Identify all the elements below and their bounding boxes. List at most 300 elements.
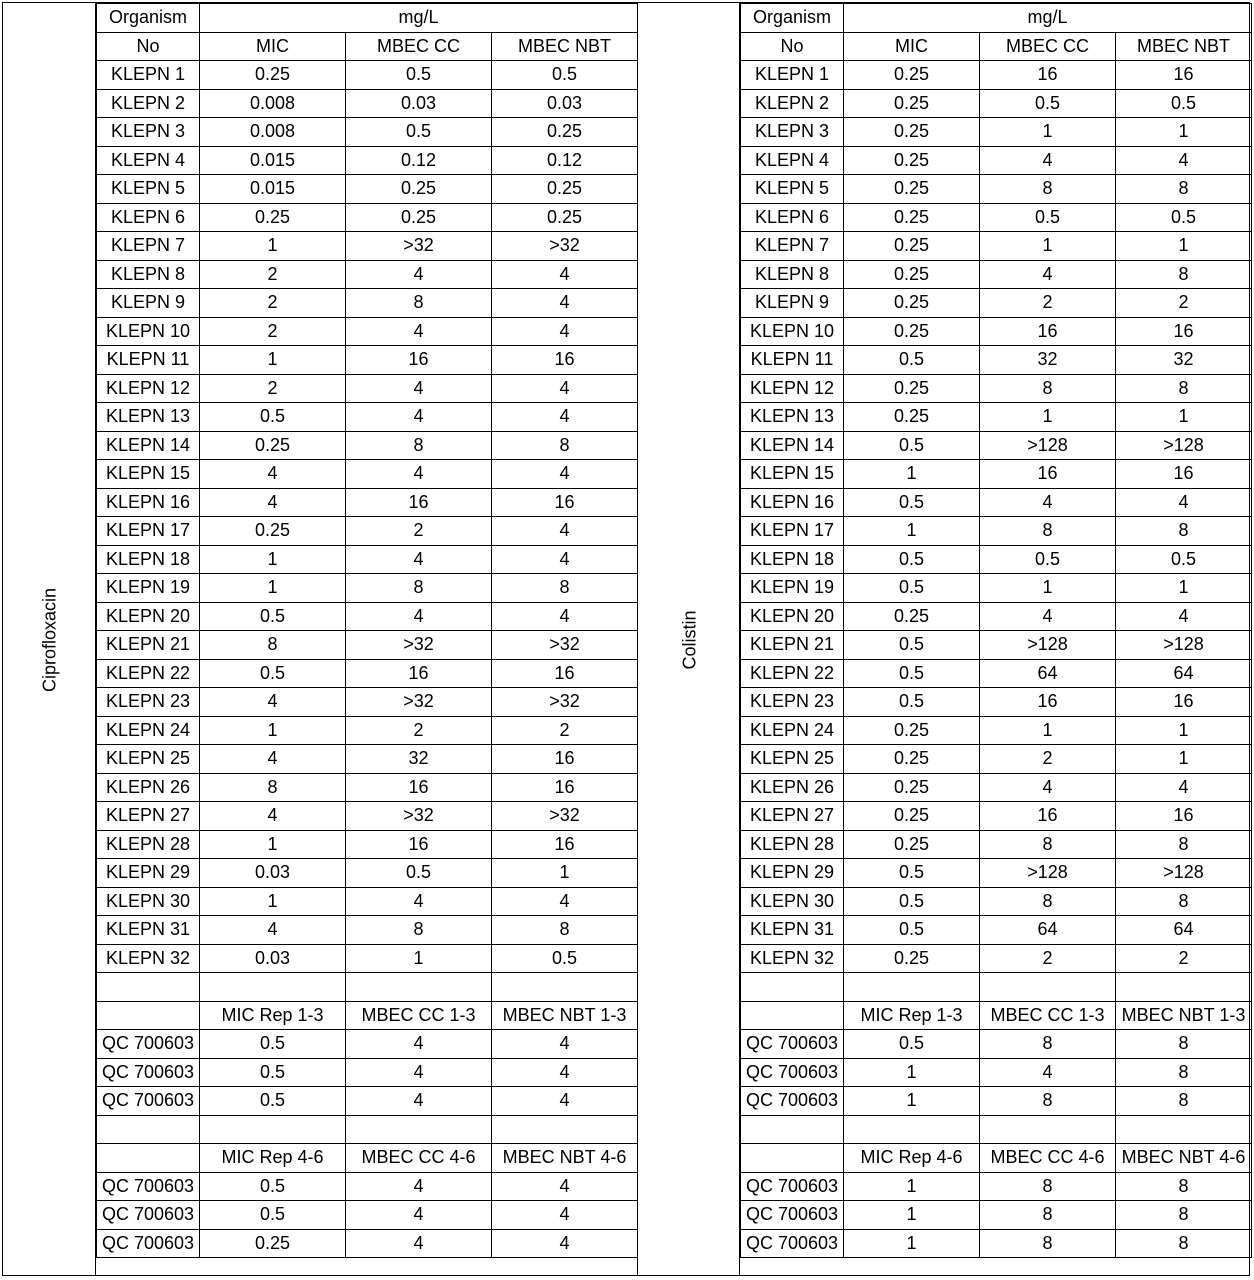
mbec-cc-cell: >32 xyxy=(346,802,492,831)
mbec-cc-cell: 0.5 xyxy=(980,203,1116,232)
mbec-cc-cell: 0.5 xyxy=(346,118,492,147)
organism-cell: KLEPN 25 xyxy=(97,745,200,774)
qc-column-header: MBEC CC 4-6 xyxy=(980,1144,1116,1173)
table-row xyxy=(97,374,638,403)
mbec-nbt-cell: 4 xyxy=(492,460,638,489)
table-row xyxy=(741,460,1252,489)
mbec-nbt-cell: 16 xyxy=(492,773,638,802)
mbec-cc-cell: 16 xyxy=(980,61,1116,90)
mbec-nbt-cell: 2 xyxy=(492,716,638,745)
mbec-nbt-cell: 8 xyxy=(492,574,638,603)
mic-cell: 4 xyxy=(200,688,346,717)
mbec-cc-cell: 2 xyxy=(346,716,492,745)
units-header: mg/L xyxy=(200,4,638,33)
organism-cell: QC 700603 xyxy=(741,1030,844,1059)
mbec-nbt-cell: 0.5 xyxy=(1116,545,1252,574)
table-row xyxy=(741,317,1252,346)
mbec-cc-cell: 16 xyxy=(346,346,492,375)
mbec-cc-cell: 8 xyxy=(346,916,492,945)
mbec-nbt-cell: 1 xyxy=(1116,403,1252,432)
blank-row xyxy=(741,973,1252,1002)
table-row xyxy=(97,317,638,346)
mic-cell: 0.03 xyxy=(200,944,346,973)
mbec-nbt-cell: 1 xyxy=(492,859,638,888)
column-header: MIC xyxy=(200,32,346,61)
qc-row xyxy=(97,1201,638,1230)
mbec-nbt-cell: 8 xyxy=(1116,374,1252,403)
mic-cell: 0.25 xyxy=(200,61,346,90)
organism-cell: QC 700603 xyxy=(97,1058,200,1087)
mbec-nbt-cell: 4 xyxy=(492,317,638,346)
header-row-2 xyxy=(97,32,638,61)
table-row xyxy=(97,175,638,204)
mbec-nbt-cell: 8 xyxy=(1116,1087,1252,1116)
mbec-cc-cell: 16 xyxy=(980,688,1116,717)
mic-cell: 0.25 xyxy=(844,403,980,432)
mbec-cc-cell: 0.25 xyxy=(346,175,492,204)
organism-cell: KLEPN 8 xyxy=(741,260,844,289)
mbec-cc-cell: 16 xyxy=(346,773,492,802)
organism-cell: KLEPN 25 xyxy=(741,745,844,774)
mic-cell: 0.5 xyxy=(844,887,980,916)
organism-cell: KLEPN 28 xyxy=(741,830,844,859)
organism-cell: KLEPN 2 xyxy=(741,89,844,118)
organism-cell: KLEPN 17 xyxy=(741,517,844,546)
organism-cell: KLEPN 5 xyxy=(97,175,200,204)
organism-cell: KLEPN 22 xyxy=(741,659,844,688)
mbec-cc-cell: 64 xyxy=(980,659,1116,688)
qc-column-header: MBEC NBT 1-3 xyxy=(492,1001,638,1030)
qc-column-header: MIC Rep 1-3 xyxy=(844,1001,980,1030)
qc-column-header: MBEC NBT 4-6 xyxy=(492,1144,638,1173)
mbec-nbt-cell: 16 xyxy=(492,745,638,774)
mbec-cc-cell: 8 xyxy=(980,374,1116,403)
table-row xyxy=(741,887,1252,916)
mbec-nbt-cell: 1 xyxy=(1116,745,1252,774)
mic-cell: 1 xyxy=(844,460,980,489)
mbec-cc-cell: >128 xyxy=(980,859,1116,888)
organism-cell: KLEPN 9 xyxy=(741,289,844,318)
mic-cell: 4 xyxy=(200,745,346,774)
table-row xyxy=(97,887,638,916)
mic-cell: 0.5 xyxy=(200,1087,346,1116)
column-header: MBEC NBT xyxy=(492,32,638,61)
mbec-nbt-cell: >32 xyxy=(492,688,638,717)
organism-cell: QC 700603 xyxy=(741,1172,844,1201)
organism-cell: QC 700603 xyxy=(97,1229,200,1258)
mbec-nbt-cell: 8 xyxy=(1116,1229,1252,1258)
mbec-nbt-cell: >32 xyxy=(492,631,638,660)
table-row xyxy=(97,488,638,517)
qc-column-header: MIC Rep 4-6 xyxy=(200,1144,346,1173)
table-row xyxy=(741,859,1252,888)
organism-cell: KLEPN 20 xyxy=(97,602,200,631)
empty-cell xyxy=(844,973,980,1002)
table-row xyxy=(741,146,1252,175)
mbec-nbt-cell: 0.25 xyxy=(492,175,638,204)
mic-cell: 8 xyxy=(200,631,346,660)
mic-cell: 1 xyxy=(844,517,980,546)
mbec-nbt-cell: 2 xyxy=(1116,944,1252,973)
qc-row xyxy=(741,1201,1252,1230)
organism-cell: KLEPN 20 xyxy=(741,602,844,631)
mic-cell: 4 xyxy=(200,460,346,489)
table-row xyxy=(741,602,1252,631)
mbec-cc-cell: 4 xyxy=(346,1172,492,1201)
table-row xyxy=(97,631,638,660)
table-row xyxy=(97,203,638,232)
qc-row xyxy=(97,1087,638,1116)
mic-cell: 1 xyxy=(200,716,346,745)
table-row xyxy=(97,460,638,489)
column-header: MBEC CC xyxy=(980,32,1116,61)
organism-cell: KLEPN 2 xyxy=(97,89,200,118)
table-row xyxy=(741,260,1252,289)
mbec-nbt-cell: 4 xyxy=(492,1172,638,1201)
mbec-cc-cell: 8 xyxy=(980,1087,1116,1116)
qc-row xyxy=(97,1229,638,1258)
mbec-nbt-cell: 0.25 xyxy=(492,118,638,147)
mic-cell: 0.25 xyxy=(844,944,980,973)
table-row xyxy=(741,346,1252,375)
mbec-cc-cell: 8 xyxy=(980,887,1116,916)
organism-cell: QC 700603 xyxy=(741,1201,844,1230)
mic-cell: 0.5 xyxy=(844,659,980,688)
empty-cell xyxy=(200,973,346,1002)
mic-cell: 0.5 xyxy=(844,1030,980,1059)
mbec-cc-cell: 0.5 xyxy=(980,545,1116,574)
mic-cell: 0.5 xyxy=(844,545,980,574)
mic-cell: 2 xyxy=(200,317,346,346)
qc-column-header: MBEC NBT 1-3 xyxy=(1116,1001,1252,1030)
mbec-cc-cell: 4 xyxy=(980,1058,1116,1087)
organism-cell: KLEPN 21 xyxy=(97,631,200,660)
mbec-cc-cell: >128 xyxy=(980,431,1116,460)
mbec-cc-cell: 2 xyxy=(980,944,1116,973)
empty-cell xyxy=(741,973,844,1002)
mbec-nbt-cell: 4 xyxy=(1116,146,1252,175)
drug-label-colistin: Colistin xyxy=(679,610,700,670)
mic-cell: 0.5 xyxy=(200,1172,346,1201)
table-row xyxy=(97,403,638,432)
mic-cell: 0.5 xyxy=(200,602,346,631)
mbec-nbt-cell: 8 xyxy=(1116,830,1252,859)
mbec-nbt-cell: 4 xyxy=(1116,773,1252,802)
mic-cell: 4 xyxy=(200,916,346,945)
mic-cell: 0.5 xyxy=(200,403,346,432)
mbec-cc-cell: 4 xyxy=(980,602,1116,631)
table-row xyxy=(741,232,1252,261)
empty-cell xyxy=(97,973,200,1002)
mbec-cc-cell: 0.12 xyxy=(346,146,492,175)
mbec-nbt-cell: 4 xyxy=(1116,488,1252,517)
mic-cell: 4 xyxy=(200,488,346,517)
mbec-nbt-cell: 16 xyxy=(492,346,638,375)
qc-column-header: MBEC CC 1-3 xyxy=(346,1001,492,1030)
mbec-nbt-cell: 0.5 xyxy=(492,944,638,973)
organism-cell: KLEPN 11 xyxy=(97,346,200,375)
qc-row xyxy=(97,1030,638,1059)
mbec-cc-cell: 16 xyxy=(346,830,492,859)
mbec-nbt-cell: 4 xyxy=(1116,602,1252,631)
mbec-cc-cell: 4 xyxy=(346,374,492,403)
mbec-cc-cell: 4 xyxy=(980,146,1116,175)
mbec-nbt-cell: 4 xyxy=(492,545,638,574)
empty-cell xyxy=(741,1115,844,1144)
mic-cell: 1 xyxy=(200,232,346,261)
organism-cell: KLEPN 14 xyxy=(741,431,844,460)
mic-cell: 0.25 xyxy=(844,260,980,289)
organism-cell: QC 700603 xyxy=(97,1030,200,1059)
mbec-nbt-cell: 8 xyxy=(1116,260,1252,289)
blank-row xyxy=(97,973,638,1002)
mic-cell: 0.25 xyxy=(844,830,980,859)
mbec-cc-cell: 8 xyxy=(980,1172,1116,1201)
organism-cell: KLEPN 14 xyxy=(97,431,200,460)
mbec-cc-cell: 1 xyxy=(980,574,1116,603)
table-row xyxy=(741,716,1252,745)
mic-cell: 0.5 xyxy=(844,488,980,517)
table-row xyxy=(741,403,1252,432)
mbec-cc-cell: 1 xyxy=(980,403,1116,432)
mbec-cc-cell: 64 xyxy=(980,916,1116,945)
organism-cell: KLEPN 10 xyxy=(97,317,200,346)
mic-cell: 0.008 xyxy=(200,118,346,147)
organism-cell: KLEPN 24 xyxy=(741,716,844,745)
mbec-nbt-cell: 4 xyxy=(492,517,638,546)
mbec-cc-cell: 0.5 xyxy=(346,859,492,888)
mbec-nbt-cell: 8 xyxy=(1116,887,1252,916)
qc-column-header: MIC Rep 1-3 xyxy=(200,1001,346,1030)
mbec-nbt-cell: 8 xyxy=(1116,1058,1252,1087)
mic-cell: 1 xyxy=(200,887,346,916)
organism-cell: KLEPN 32 xyxy=(741,944,844,973)
table-row xyxy=(97,802,638,831)
table-row xyxy=(741,631,1252,660)
organism-cell: KLEPN 21 xyxy=(741,631,844,660)
table-row xyxy=(741,488,1252,517)
mbec-cc-cell: 16 xyxy=(980,460,1116,489)
mbec-cc-cell: 4 xyxy=(346,260,492,289)
mic-cell: 8 xyxy=(200,773,346,802)
mbec-nbt-cell: 4 xyxy=(492,260,638,289)
mic-cell: 2 xyxy=(200,374,346,403)
mbec-nbt-cell: >32 xyxy=(492,232,638,261)
table-row xyxy=(741,916,1252,945)
organism-cell: KLEPN 7 xyxy=(97,232,200,261)
header-row-2 xyxy=(741,32,1252,61)
qc-header-row xyxy=(741,1144,1252,1173)
organism-cell: KLEPN 28 xyxy=(97,830,200,859)
qc-header-row xyxy=(741,1001,1252,1030)
mic-cell: 0.25 xyxy=(200,517,346,546)
mic-cell: 0.5 xyxy=(844,631,980,660)
table-row xyxy=(741,89,1252,118)
table-row xyxy=(97,545,638,574)
units-header: mg/L xyxy=(844,4,1252,33)
organism-cell: KLEPN 12 xyxy=(97,374,200,403)
organism-cell: KLEPN 5 xyxy=(741,175,844,204)
mbec-cc-cell: 2 xyxy=(346,517,492,546)
organism-cell: QC 700603 xyxy=(97,1087,200,1116)
mbec-cc-cell: 2 xyxy=(980,289,1116,318)
organism-cell: KLEPN 19 xyxy=(741,574,844,603)
blank-row xyxy=(97,1115,638,1144)
mbec-cc-cell: 4 xyxy=(346,403,492,432)
mbec-cc-cell: 8 xyxy=(346,574,492,603)
mbec-nbt-cell: 4 xyxy=(492,1229,638,1258)
mbec-nbt-cell: 4 xyxy=(492,887,638,916)
table-row xyxy=(741,517,1252,546)
mbec-cc-cell: 4 xyxy=(980,260,1116,289)
organism-cell: KLEPN 15 xyxy=(97,460,200,489)
table-row xyxy=(97,61,638,90)
organism-cell: KLEPN 30 xyxy=(97,887,200,916)
mbec-nbt-cell: 16 xyxy=(492,830,638,859)
mic-cell: 0.5 xyxy=(200,1058,346,1087)
mbec-cc-cell: 8 xyxy=(980,517,1116,546)
table-row xyxy=(97,346,638,375)
mic-cell: 1 xyxy=(844,1201,980,1230)
mbec-nbt-cell: 0.5 xyxy=(1116,89,1252,118)
table-row xyxy=(97,118,638,147)
qc-header-row xyxy=(97,1144,638,1173)
mbec-cc-cell: 4 xyxy=(346,1058,492,1087)
mbec-cc-cell: 32 xyxy=(346,745,492,774)
table-row xyxy=(741,944,1252,973)
mbec-cc-cell: 8 xyxy=(980,1201,1116,1230)
mic-cell: 0.25 xyxy=(844,802,980,831)
mbec-nbt-cell: 4 xyxy=(492,374,638,403)
mic-cell: 0.5 xyxy=(844,859,980,888)
column-header: MBEC NBT xyxy=(1116,32,1252,61)
mbec-nbt-cell: 4 xyxy=(492,1087,638,1116)
mbec-cc-cell: 0.5 xyxy=(980,89,1116,118)
mbec-nbt-cell: >128 xyxy=(1116,431,1252,460)
qc-row xyxy=(741,1087,1252,1116)
mbec-nbt-cell: 16 xyxy=(1116,460,1252,489)
qc-column-header: MIC Rep 4-6 xyxy=(844,1144,980,1173)
organism-cell: KLEPN 32 xyxy=(97,944,200,973)
table-row xyxy=(741,574,1252,603)
mbec-cc-cell: 16 xyxy=(980,802,1116,831)
mic-cell: 0.5 xyxy=(200,659,346,688)
mbec-cc-cell: 4 xyxy=(346,1087,492,1116)
qc-column-header xyxy=(741,1001,844,1030)
table-row xyxy=(97,232,638,261)
organism-cell: KLEPN 7 xyxy=(741,232,844,261)
table-row xyxy=(741,688,1252,717)
organism-cell: KLEPN 6 xyxy=(97,203,200,232)
table-row xyxy=(741,802,1252,831)
organism-cell: KLEPN 17 xyxy=(97,517,200,546)
table-row xyxy=(97,260,638,289)
mbec-nbt-cell: 1 xyxy=(1116,716,1252,745)
organism-cell: KLEPN 31 xyxy=(97,916,200,945)
header-row-1 xyxy=(97,4,638,33)
mic-cell: 1 xyxy=(844,1058,980,1087)
mic-cell: 0.5 xyxy=(200,1201,346,1230)
mic-cell: 0.25 xyxy=(844,602,980,631)
organism-cell: KLEPN 11 xyxy=(741,346,844,375)
organism-cell: KLEPN 30 xyxy=(741,887,844,916)
organism-cell: QC 700603 xyxy=(741,1229,844,1258)
mbec-cc-cell: 2 xyxy=(980,745,1116,774)
organism-cell: QC 700603 xyxy=(741,1087,844,1116)
mbec-cc-cell: 32 xyxy=(980,346,1116,375)
empty-cell xyxy=(492,973,638,1002)
mbec-nbt-cell: 16 xyxy=(1116,61,1252,90)
organism-cell: KLEPN 1 xyxy=(97,61,200,90)
mic-cell: 0.25 xyxy=(200,1229,346,1258)
organism-cell: KLEPN 9 xyxy=(97,289,200,318)
blank-row xyxy=(741,1115,1252,1144)
qc-column-header xyxy=(741,1144,844,1173)
mbec-nbt-cell: 1 xyxy=(1116,118,1252,147)
mic-cell: 2 xyxy=(200,289,346,318)
organism-cell: KLEPN 29 xyxy=(97,859,200,888)
qc-column-header xyxy=(97,1144,200,1173)
mbec-nbt-cell: 4 xyxy=(492,1030,638,1059)
mbec-cc-cell: 4 xyxy=(346,545,492,574)
table-row xyxy=(97,688,638,717)
qc-column-header: MBEC NBT 4-6 xyxy=(1116,1144,1252,1173)
mbec-cc-cell: 0.5 xyxy=(346,61,492,90)
organism-cell: KLEPN 31 xyxy=(741,916,844,945)
mic-cell: 4 xyxy=(200,802,346,831)
mbec-nbt-cell: >32 xyxy=(492,802,638,831)
mbec-cc-cell: 8 xyxy=(980,1030,1116,1059)
qc-column-header: MBEC CC 4-6 xyxy=(346,1144,492,1173)
mbec-cc-cell: 8 xyxy=(346,431,492,460)
mic-cell: 0.25 xyxy=(844,232,980,261)
mbec-cc-cell: 4 xyxy=(980,488,1116,517)
mic-cell: 0.5 xyxy=(844,574,980,603)
organism-cell: KLEPN 13 xyxy=(741,403,844,432)
organism-cell: KLEPN 16 xyxy=(741,488,844,517)
mbec-nbt-cell: 4 xyxy=(492,403,638,432)
header-row-1 xyxy=(741,4,1252,33)
mbec-cc-cell: 4 xyxy=(346,460,492,489)
mbec-nbt-cell: >128 xyxy=(1116,631,1252,660)
mic-cell: 0.015 xyxy=(200,146,346,175)
column-header: No xyxy=(741,32,844,61)
mbec-cc-cell: 4 xyxy=(346,1201,492,1230)
mbec-nbt-cell: 4 xyxy=(492,289,638,318)
empty-cell xyxy=(1116,973,1252,1002)
table-row xyxy=(97,773,638,802)
table-row xyxy=(97,574,638,603)
organism-cell: KLEPN 26 xyxy=(97,773,200,802)
mic-cell: 1 xyxy=(844,1229,980,1258)
mbec-cc-cell: >128 xyxy=(980,631,1116,660)
mbec-cc-cell: 8 xyxy=(980,830,1116,859)
table-row xyxy=(741,659,1252,688)
mbec-nbt-cell: 32 xyxy=(1116,346,1252,375)
qc-row xyxy=(97,1172,638,1201)
mbec-nbt-cell: 8 xyxy=(492,431,638,460)
mic-cell: 0.25 xyxy=(844,289,980,318)
column-header: MBEC CC xyxy=(346,32,492,61)
table-row xyxy=(97,944,638,973)
qc-row xyxy=(741,1058,1252,1087)
table-row xyxy=(741,431,1252,460)
table-row xyxy=(97,716,638,745)
organism-cell: KLEPN 4 xyxy=(97,146,200,175)
mbec-cc-cell: 8 xyxy=(980,175,1116,204)
empty-cell xyxy=(346,973,492,1002)
mic-cell: 1 xyxy=(200,574,346,603)
